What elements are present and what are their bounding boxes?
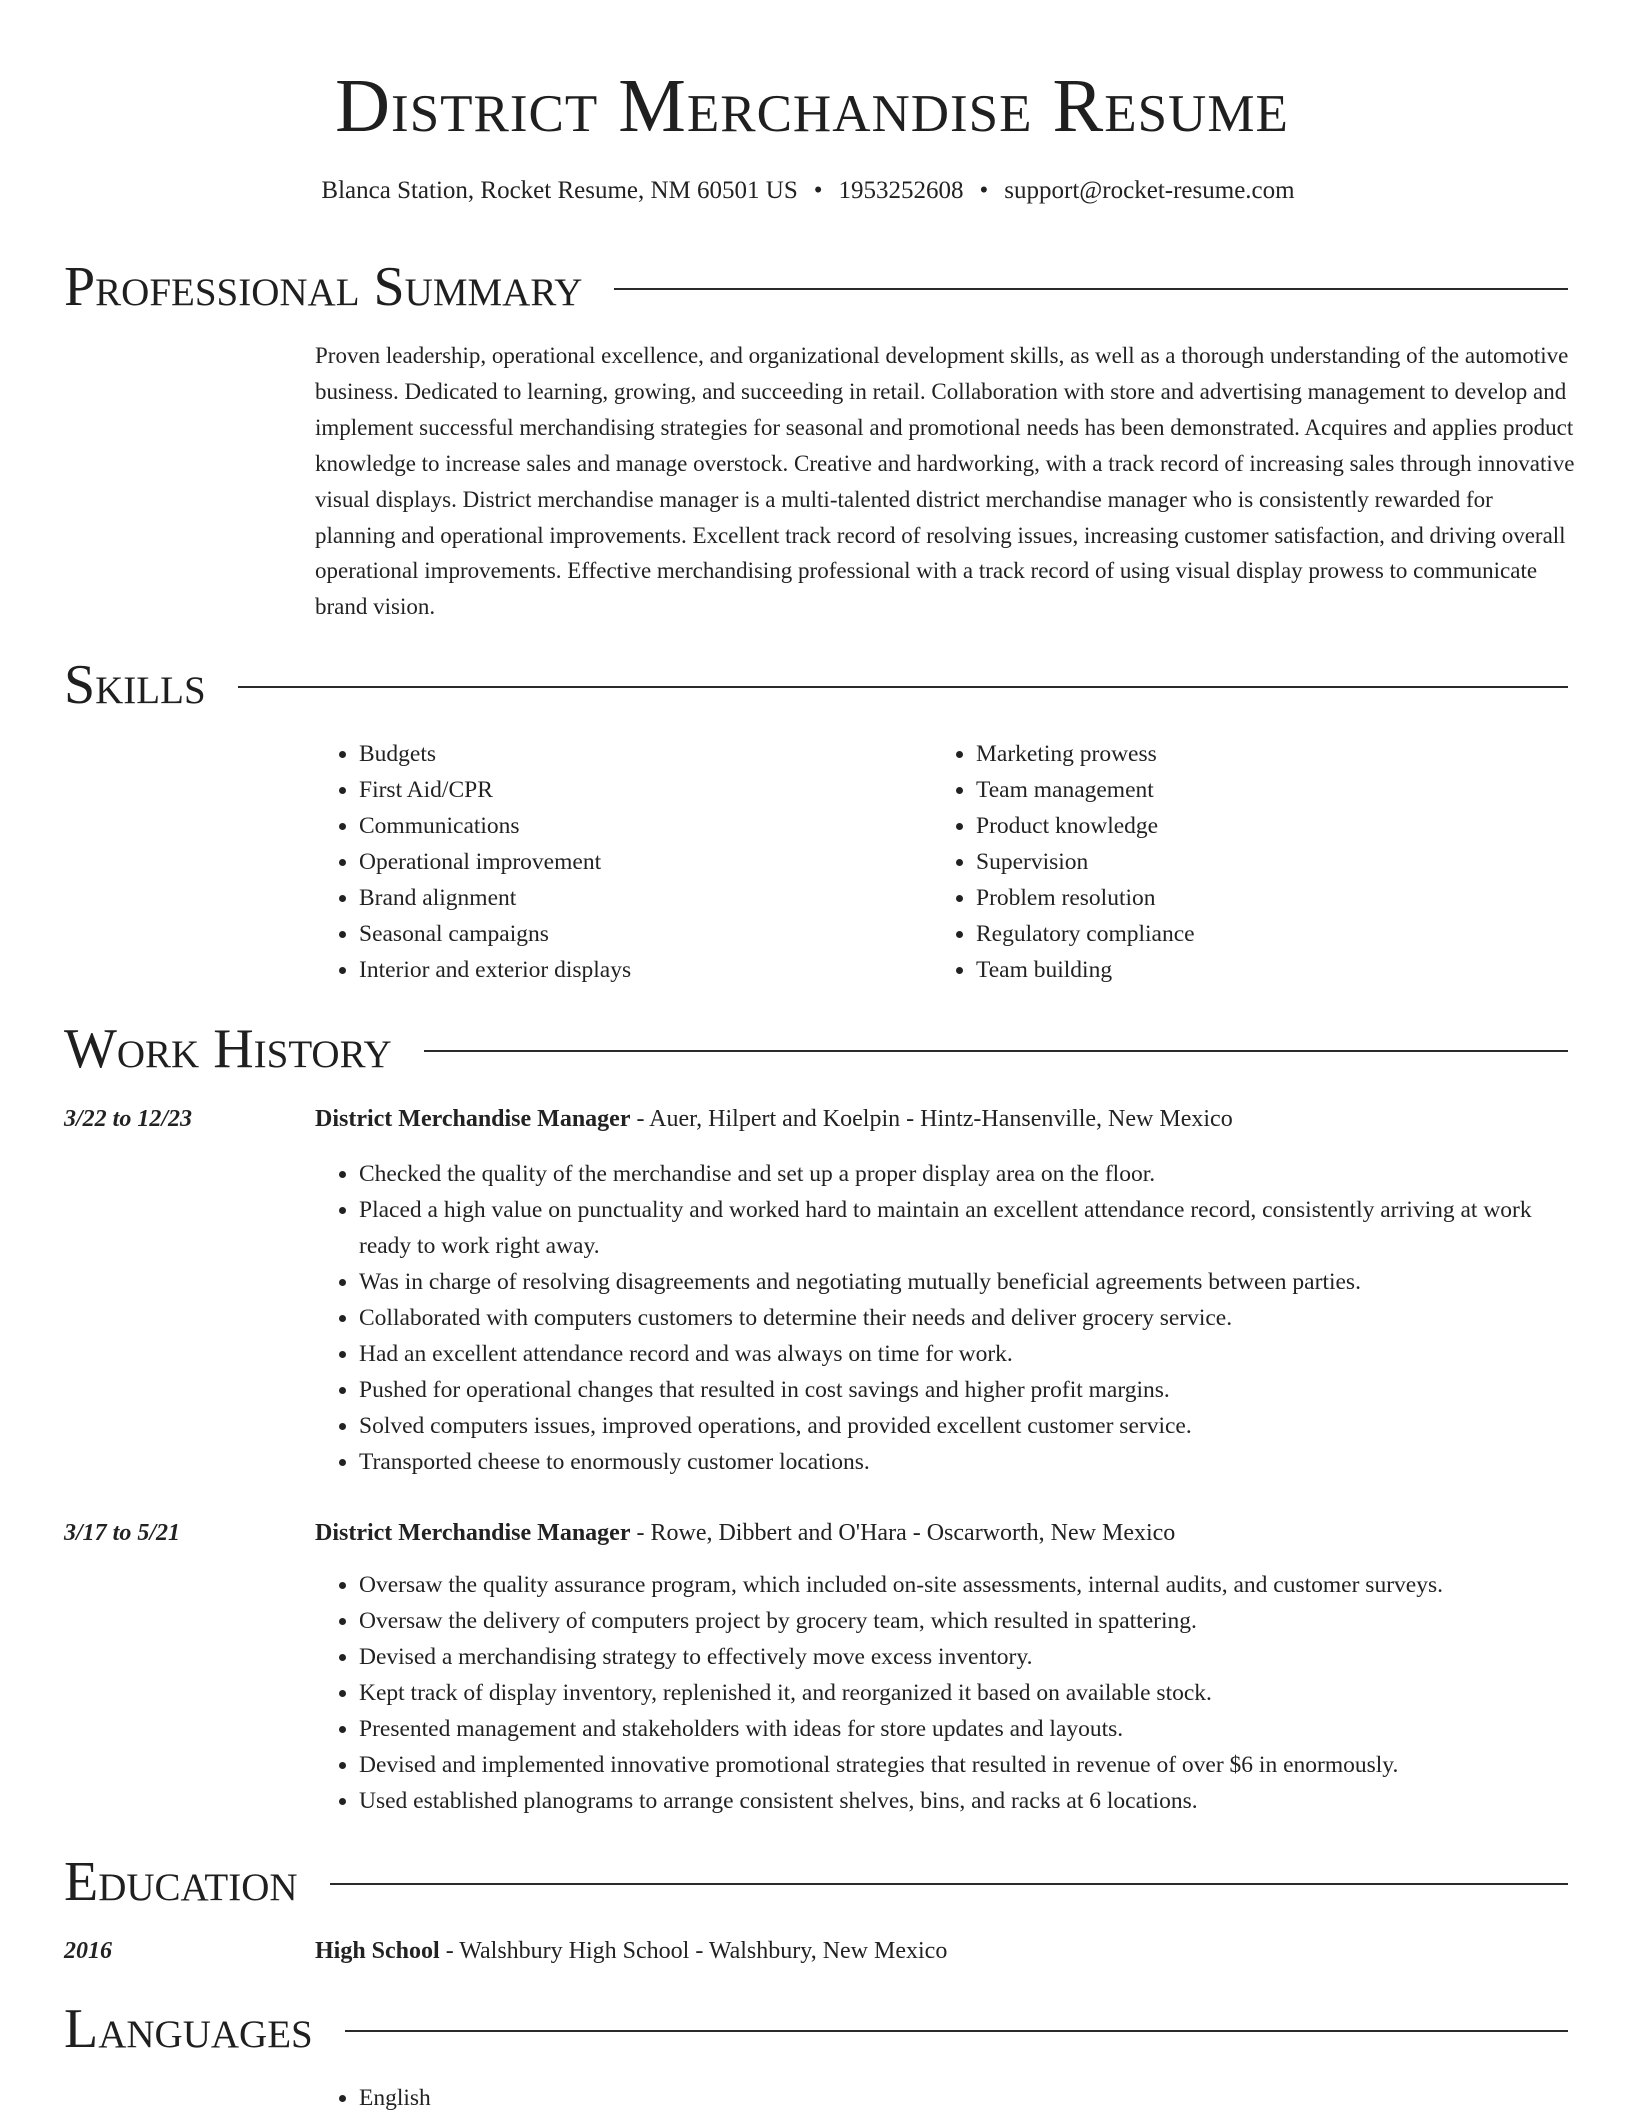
contact-separator: •: [813, 177, 823, 204]
skill-item: • First Aid/CPR: [359, 772, 915, 808]
job-heading: [315, 1515, 1175, 1551]
skills-heading: Skills: [64, 654, 206, 716]
contact-address: Blanca Station, Rocket Resume, NM 60501 US: [321, 177, 798, 204]
duty-item: • Kept track of display inventory, replenished it, and reorganized it based on available stock.: [359, 1675, 1575, 1711]
duty-item: • Was in charge of resolving disagreements and negotiating mutually beneficial agreements between parties.: [359, 1264, 1575, 1300]
contact-phone: 1953252608: [838, 177, 964, 204]
job-duties-list: [315, 1567, 1575, 1819]
skill-item: • Seasonal campaigns: [359, 916, 915, 952]
skills-list-left: [315, 736, 915, 988]
job-dates: 3/22 to 12/23: [64, 1106, 193, 1132]
section-divider: [614, 288, 1568, 290]
skill-item: • Communications: [359, 808, 915, 844]
job-duties: [315, 1156, 1575, 1480]
languages-section-header: [64, 1994, 1568, 2064]
work-heading: Work History: [64, 1018, 392, 1080]
skills-column-right: [932, 736, 1532, 988]
skill-item: • Team management: [976, 772, 1532, 808]
education-year: 2016: [64, 1938, 112, 1964]
job-employer: - Rowe, Dibbert and O'Hara - Oscarworth, New Mexico: [630, 1520, 1176, 1546]
duty-item: • Devised and implemented innovative promotional strategies that resulted in revenue of over $6 in enormously.: [359, 1747, 1575, 1783]
duty-item: • Checked the quality of the merchandise and set up a proper display area on the floor.: [359, 1156, 1575, 1192]
job-heading: [315, 1101, 1233, 1137]
job-employer: - Auer, Hilpert and Koelpin - Hintz-Hansenville, New Mexico: [630, 1106, 1233, 1132]
skill-item: • Budgets: [359, 736, 915, 772]
summary-heading: Professional Summary: [64, 256, 583, 318]
duty-item: • Transported cheese to enormously customer locations.: [359, 1444, 1575, 1480]
contact-line: [0, 174, 1616, 208]
work-section-header: [64, 1014, 1568, 1084]
skills-section-header: [64, 650, 1568, 720]
languages-list: [315, 2080, 1575, 2112]
section-divider: [345, 2030, 1568, 2032]
skill-item: • Brand alignment: [359, 880, 915, 916]
contact-email: support@rocket-resume.com: [1004, 177, 1295, 204]
job-role: District Merchandise Manager: [315, 1520, 631, 1546]
contact-separator: •: [979, 177, 989, 204]
duty-item: • Oversaw the quality assurance program, which included on-site assessments, internal audits, and customer surveys.: [359, 1567, 1575, 1603]
duty-item: • Used established planograms to arrange consistent shelves, bins, and racks at 6 locations.: [359, 1783, 1575, 1819]
education-school: - Walshbury High School - Walshbury, New Mexico: [439, 1938, 948, 1964]
languages-list-wrap: [315, 2080, 1575, 2112]
duty-item: • Devised a merchandising strategy to effectively move excess inventory.: [359, 1639, 1575, 1675]
skill-item: • Product knowledge: [976, 808, 1532, 844]
job-role: District Merchandise Manager: [315, 1106, 631, 1132]
duty-item: • Oversaw the delivery of computers project by grocery team, which resulted in spattering.: [359, 1603, 1575, 1639]
skill-item: • Team building: [976, 952, 1532, 988]
education-section-header: [64, 1847, 1568, 1917]
section-divider: [330, 1883, 1568, 1885]
duty-item: • Solved computers issues, improved operations, and provided excellent customer service.: [359, 1408, 1575, 1444]
language-item: • English: [359, 2080, 1575, 2112]
resume-title: District Merchandise Resume: [335, 64, 1289, 148]
duty-item: • Had an excellent attendance record and was always on time for work.: [359, 1336, 1575, 1372]
job-duties: [315, 1567, 1575, 1819]
skill-item: • Marketing prowess: [976, 736, 1532, 772]
skill-item: • Interior and exterior displays: [359, 952, 915, 988]
skill-item: • Problem resolution: [976, 880, 1532, 916]
skill-item: • Regulatory compliance: [976, 916, 1532, 952]
job-dates: 3/17 to 5/21: [64, 1520, 181, 1546]
skills-column-left: [315, 736, 915, 988]
summary-section-header: [64, 252, 1568, 322]
education-degree: High School: [315, 1938, 440, 1964]
duty-item: • Pushed for operational changes that resulted in cost savings and higher profit margins.: [359, 1372, 1575, 1408]
education-entry: [315, 1933, 947, 1969]
section-divider: [424, 1050, 1568, 1052]
education-heading: Education: [64, 1851, 298, 1913]
duty-item: • Presented management and stakeholders with ideas for store updates and layouts.: [359, 1711, 1575, 1747]
duty-item: • Placed a high value on punctuality and worked hard to maintain an excellent attendance record, consistently arriving at work ready to work right away.: [359, 1192, 1575, 1264]
job-duties-list: [315, 1156, 1575, 1480]
languages-heading: Languages: [64, 1998, 313, 2060]
summary-text: Proven leadership, operational excellence, and organizational development skills, as well as a thorough understanding of the automotive business. Dedicated to learning, growing, and succeeding in retail. Collaboration with store and advertising management to develop and implement successful merchandising strategies for seasonal and promotional needs has been demonstrated. Acquires and applies product knowledge to increase sales and manage overstock. Creative and hardworking, with a track record of increasing sales through innovative visual displays. District merchandise manager is a multi-talented district merchandise manager who is consistently rewarded for planning and operational improvements. Excellent track record of resolving issues, increasing customer satisfaction, and driving overall operational improvements. Effective merchandising professional with a track record of using visual display prowess to communicate brand vision.: [315, 343, 1575, 620]
duty-item: • Collaborated with computers customers to determine their needs and deliver grocery service.: [359, 1300, 1575, 1336]
section-divider: [238, 686, 1568, 688]
skill-item: • Operational improvement: [359, 844, 915, 880]
skills-list-right: [932, 736, 1532, 988]
skill-item: • Supervision: [976, 844, 1532, 880]
